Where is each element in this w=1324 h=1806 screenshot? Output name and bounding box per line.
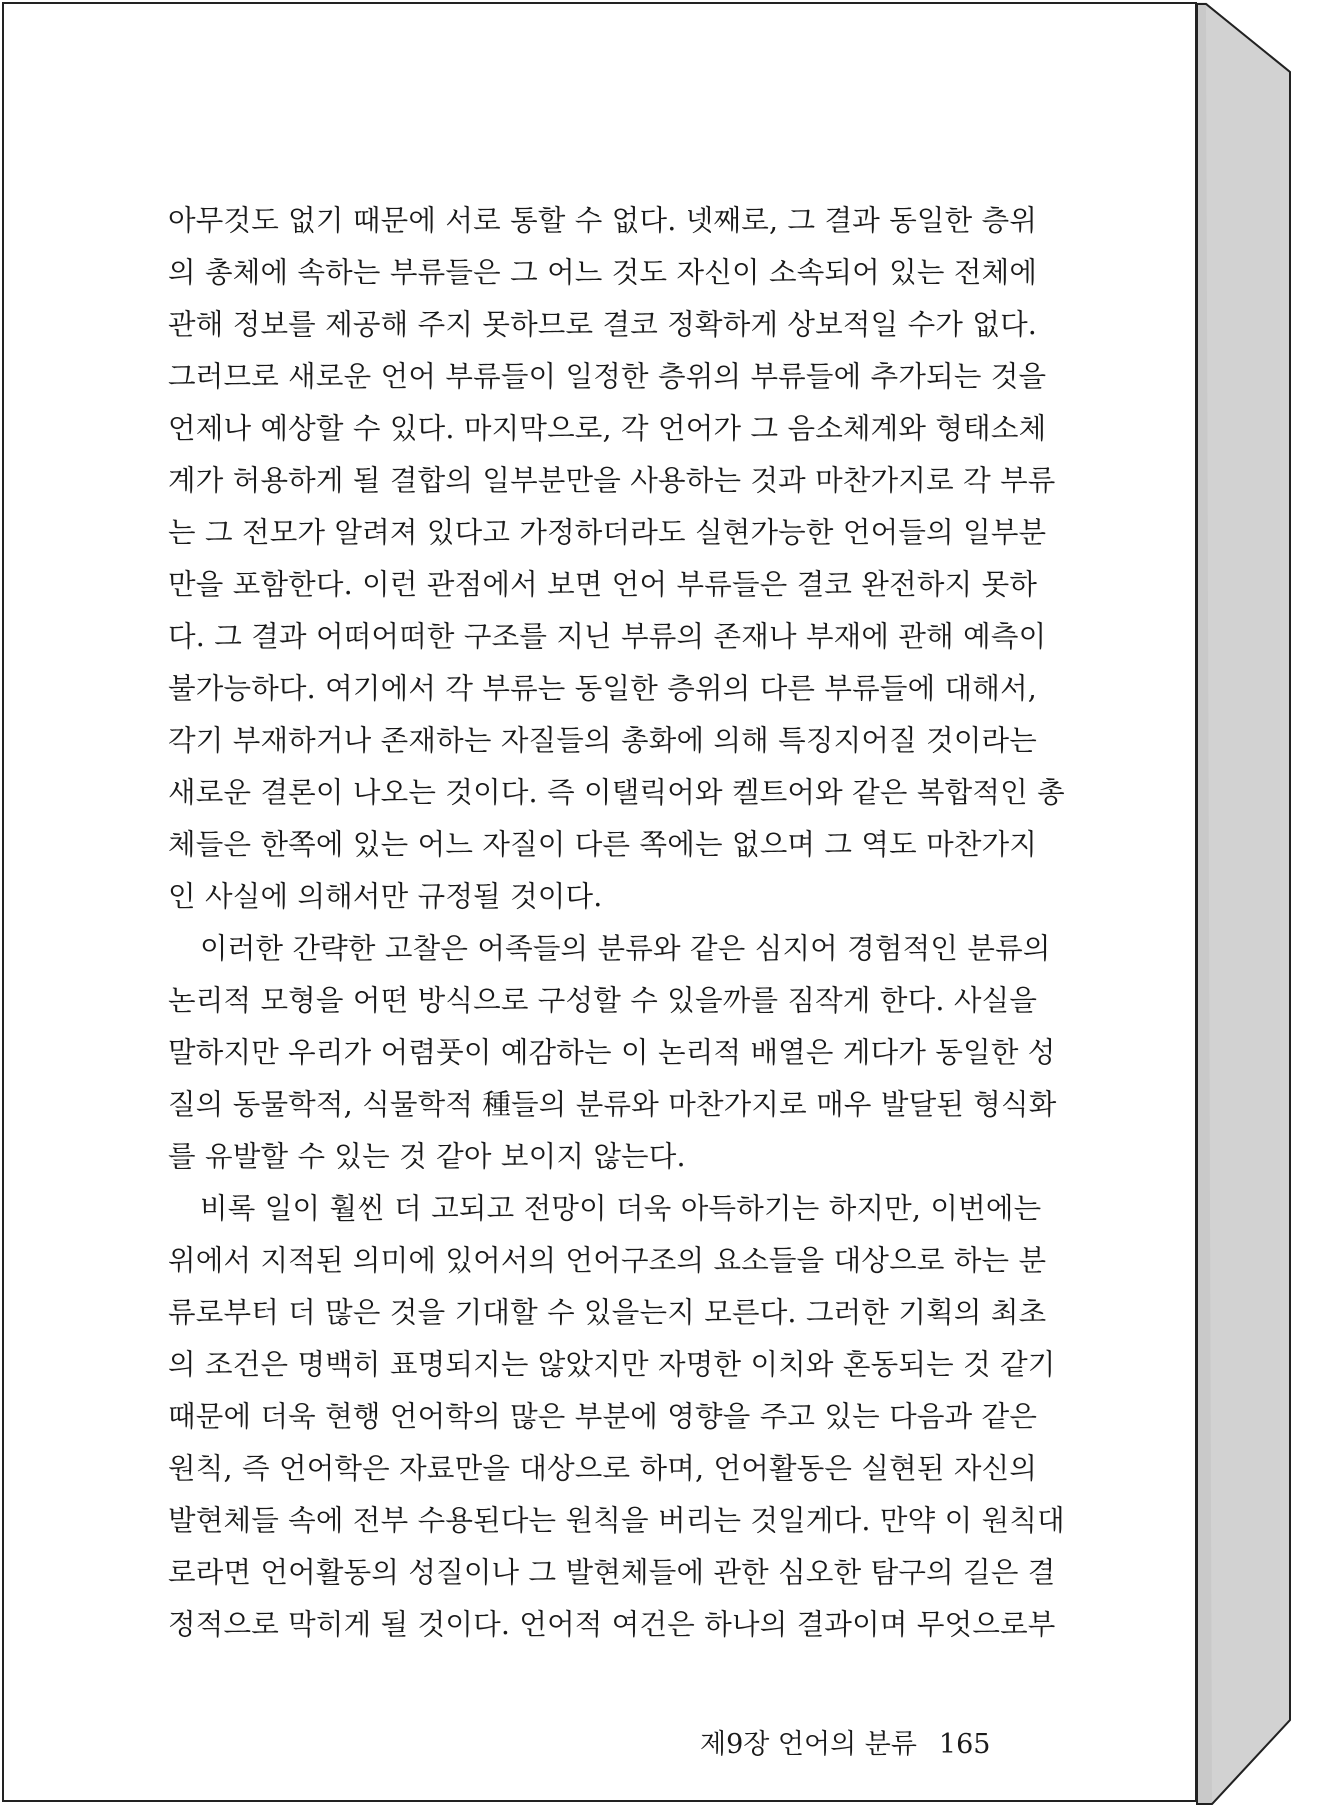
book-right-side-shade (1206, 4, 1290, 1804)
text-line: 체들은 한쪽에 있는 어느 자질이 다른 쪽에는 없으며 그 역도 마찬가지 (168, 828, 1038, 861)
text-line: 정적으로 막히게 될 것이다. 언어적 여건은 하나의 결과이며 무엇으로부 (168, 1608, 1056, 1641)
text-line: 의 조건은 명백히 표명되지는 않았지만 자명한 이치와 혼동되는 것 같기 (168, 1348, 1056, 1381)
text-line: 그러므로 새로운 언어 부류들이 일정한 층위의 부류들에 추가되는 것을 (168, 360, 1047, 393)
chapter-title: 제9장 언어의 분류 (700, 1729, 917, 1760)
text-line: 원칙, 즉 언어학은 자료만을 대상으로 하며, 언어활동은 실현된 자신의 (168, 1452, 1038, 1485)
text-line: 의 총체에 속하는 부류들은 그 어느 것도 자신이 소속되어 있는 전체에 (168, 256, 1038, 289)
text-line: 질의 동물학적, 식물학적 種들의 분류와 마찬가지로 매우 발달된 형식화 (168, 1088, 1057, 1121)
text-line: 때문에 더욱 현행 언어학의 많은 부분에 영향을 주고 있는 다음과 같은 (168, 1400, 1038, 1433)
text-line: 각기 부재하거나 존재하는 자질들의 총화에 의해 특징지어질 것이라는 (168, 724, 1038, 757)
text-line: 논리적 모형을 어떤 방식으로 구성할 수 있을까를 짐작게 한다. 사실을 (168, 984, 1038, 1017)
text-line: 아무것도 없기 때문에 서로 통할 수 없다. 넷째로, 그 결과 동일한 층위 (168, 204, 1038, 237)
text-line: 다. 그 결과 어떠어떠한 구조를 지닌 부류의 존재나 부재에 관해 예측이 (168, 620, 1047, 653)
text-line: 말하지만 우리가 어렴풋이 예감하는 이 논리적 배열은 게다가 동일한 성 (168, 1036, 1056, 1069)
running-footer (700, 1722, 1020, 1761)
text-line: 불가능하다. 여기에서 각 부류는 동일한 층위의 다른 부류들에 대해서, (168, 672, 1038, 705)
text-line: 를 유발할 수 있는 것 같아 보이지 않는다. (168, 1140, 686, 1173)
text-line: 인 사실에 의해서만 규정될 것이다. (168, 880, 603, 913)
text-line: 새로운 결론이 나오는 것이다. 즉 이탤릭어와 켈트어와 같은 복합적인 총 (168, 776, 1065, 809)
text-line: 관해 정보를 제공해 주지 못하므로 결코 정확하게 상보적일 수가 없다. (168, 308, 1038, 341)
text-line: 이러한 간략한 고찰은 어족들의 분류와 같은 심지어 경험적인 분류의 (200, 932, 1051, 965)
page-number: 165 (938, 1729, 991, 1760)
text-line: 비록 일이 훨씬 더 고되고 전망이 더욱 아득하기는 하지만, 이번에는 (200, 1192, 1042, 1225)
text-line: 는 그 전모가 알려져 있다고 가정하더라도 실현가능한 언어들의 일부분 (168, 516, 1047, 549)
text-line: 계가 허용하게 될 결합의 일부분만을 사용하는 것과 마찬가지로 각 부류 (168, 464, 1056, 497)
body-text (168, 195, 1065, 1651)
text-line: 발현체들 속에 전부 수용된다는 원칙을 버리는 것일게다. 만약 이 원칙대 (168, 1504, 1065, 1537)
text-line: 류로부터 더 많은 것을 기대할 수 있을는지 모른다. 그러한 기획의 최초 (168, 1296, 1047, 1329)
text-line: 언제나 예상할 수 있다. 마지막으로, 각 언어가 그 음소체계와 형태소체 (168, 412, 1047, 445)
text-line: 위에서 지적된 의미에 있어서의 언어구조의 요소들을 대상으로 하는 분 (168, 1244, 1047, 1277)
text-line: 로라면 언어활동의 성질이나 그 발현체들에 관한 심오한 탐구의 길은 결 (168, 1556, 1056, 1589)
text-line: 만을 포함한다. 이런 관점에서 보면 언어 부류들은 결코 완전하지 못하 (168, 568, 1038, 601)
